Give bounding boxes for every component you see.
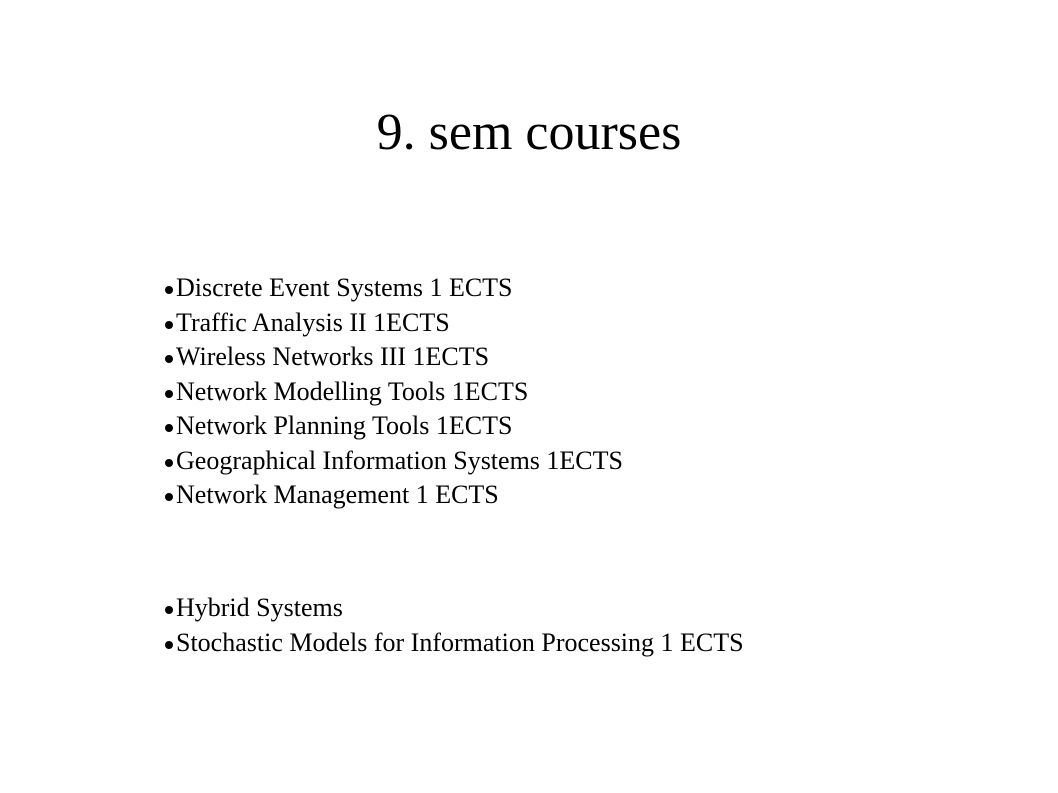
bullet-dot-icon — [165, 286, 173, 294]
bullet-dot-icon — [165, 390, 173, 398]
bullet-dot-icon — [165, 606, 173, 614]
course-label: Discrete Event Systems 1 ECTS — [176, 273, 513, 303]
list-item — [165, 271, 623, 306]
list-item — [165, 626, 744, 661]
course-label: Stochastic Models for Information Processing 1 ECTS — [176, 627, 744, 657]
course-list-primary — [165, 271, 623, 513]
course-label: Hybrid Systems — [176, 593, 343, 623]
course-label: Geographical Information Systems 1ECTS — [176, 445, 623, 475]
list-item — [165, 375, 623, 410]
bullet-dot-icon — [165, 459, 173, 467]
bullet-dot-icon — [165, 493, 173, 501]
course-label: Network Planning Tools 1ECTS — [176, 411, 513, 441]
bullet-dot-icon — [165, 321, 173, 329]
list-item — [165, 444, 623, 479]
course-label: Network Management 1 ECTS — [176, 480, 499, 510]
list-item — [165, 340, 623, 375]
list-item — [165, 409, 623, 444]
course-label: Wireless Networks III 1ECTS — [176, 342, 490, 372]
bullet-dot-icon — [165, 641, 173, 649]
course-label: Network Modelling Tools 1ECTS — [176, 376, 529, 406]
course-label: Traffic Analysis II 1ECTS — [176, 307, 450, 337]
bullet-dot-icon — [165, 424, 173, 432]
course-list-secondary — [165, 591, 744, 660]
bullet-dot-icon — [165, 355, 173, 363]
list-item — [165, 591, 744, 626]
list-item — [165, 478, 623, 513]
list-item — [165, 306, 623, 341]
slide-title: 9. sem courses — [376, 104, 682, 161]
